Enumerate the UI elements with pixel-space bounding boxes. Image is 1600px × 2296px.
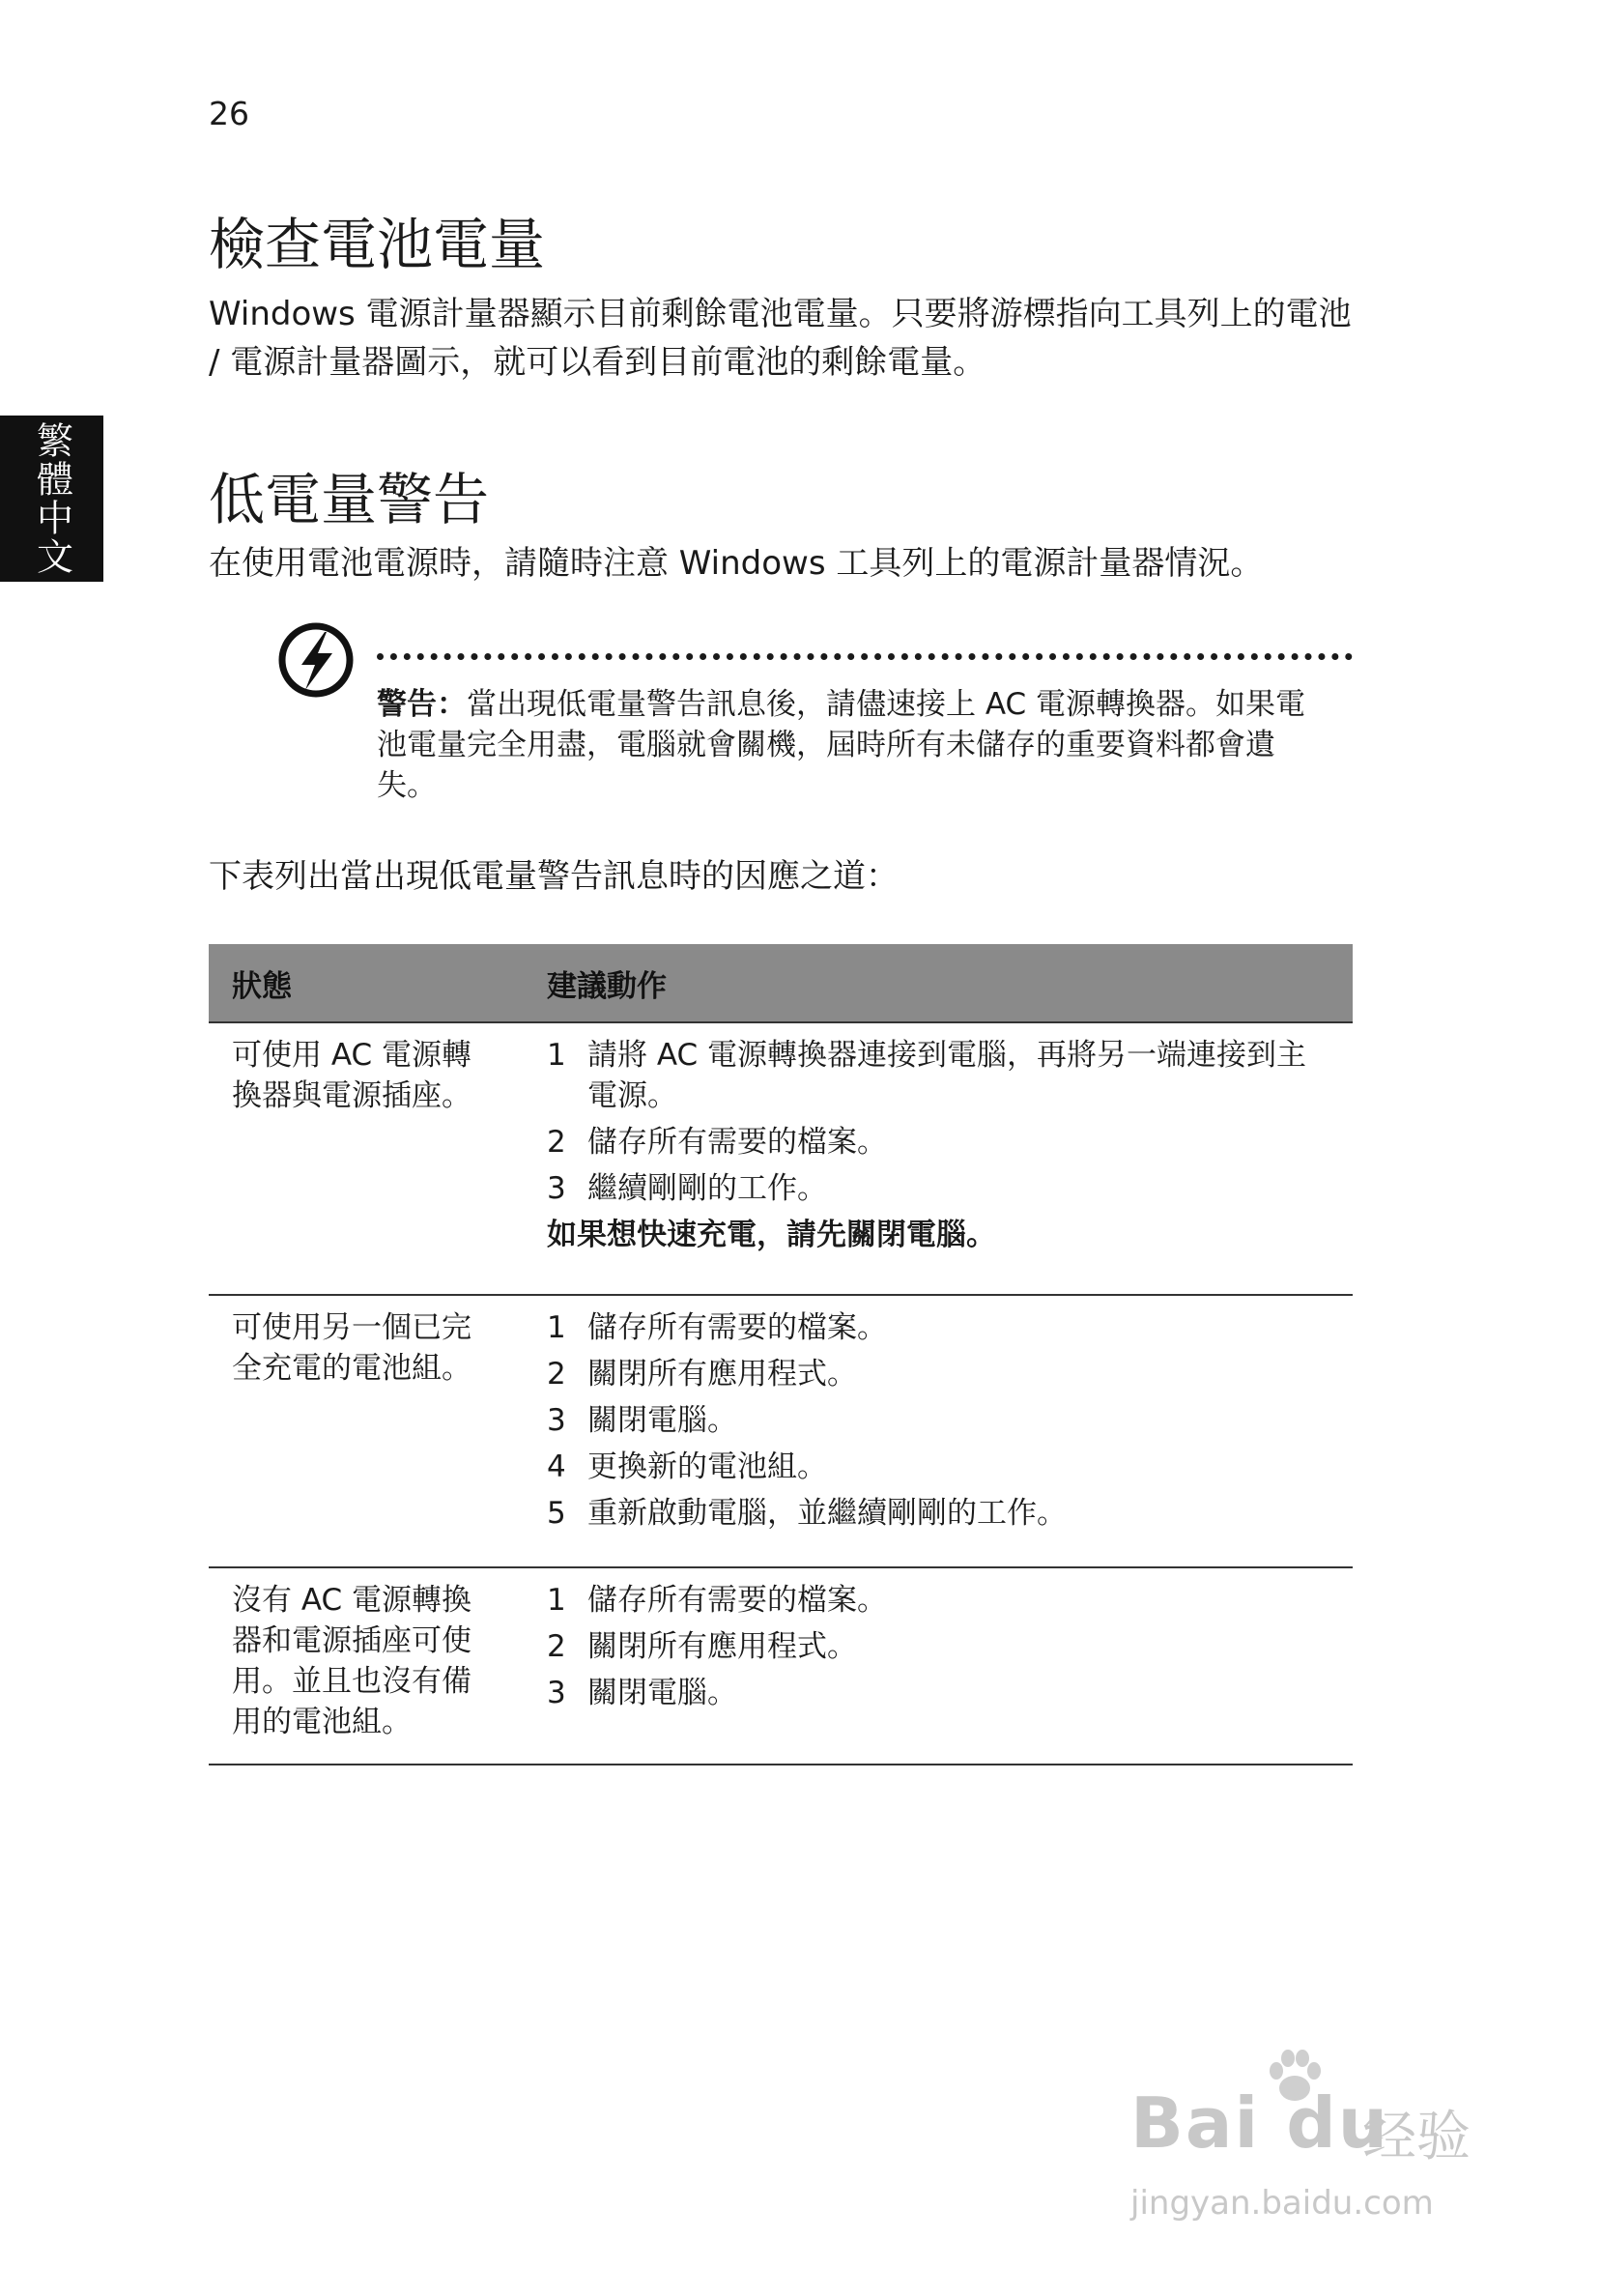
- row-status: 沒有 AC 電源轉換器和電源插座可使用。並且也沒有備用的電池組。: [209, 1567, 524, 1765]
- header-action: 建議動作: [524, 944, 1353, 1022]
- section-title-check-battery: 檢查電池電量: [209, 212, 546, 277]
- step-item: 1 請將 AC 電源轉換器連接到電腦，再將另一端連接到主電源。: [547, 1038, 1307, 1113]
- section-title-low-battery: 低電量警告: [209, 467, 490, 532]
- row-note: 如果想快速充電，請先關閉電腦。: [547, 1218, 996, 1252]
- baidu-watermark: [1130, 2044, 1517, 2237]
- table-row: [209, 1022, 1353, 1295]
- step-item: 1 儲存所有需要的檔案。: [547, 1310, 887, 1345]
- step-item: 4 更換新的電池組。: [547, 1449, 827, 1484]
- step-item: 2 關閉所有應用程式。: [547, 1629, 857, 1664]
- table-header-row: [209, 944, 1353, 1022]
- row-status: 可使用 AC 電源轉換器與電源插座。: [209, 1022, 524, 1295]
- row-actions: [524, 1567, 1353, 1765]
- lightning-warning-icon: [276, 620, 356, 700]
- warning-body: 當出現低電量警告訊息後，請儘速接上 AC 電源轉換器。如果電池電量完全用盡，電腦就會關機，屆時所有未儲存的重要資料都會遺失。: [377, 687, 1306, 803]
- header-status: 狀態: [209, 944, 524, 1022]
- warning-label: 警告：: [377, 687, 467, 722]
- step-item: 3 關閉電腦。: [547, 1403, 737, 1438]
- table-intro: 下表列出當出現低電量警告訊息時的因應之道：: [209, 857, 899, 896]
- language-side-tab: [0, 416, 103, 582]
- row-status: 可使用另一個已完全充電的電池組。: [209, 1295, 524, 1567]
- step-item: 5 重新啟動電腦，並繼續剛剛的工作。: [547, 1496, 1067, 1531]
- step-item: 3 繼續剛剛的工作。: [547, 1171, 827, 1206]
- watermark-logo: Bai du: [1130, 2082, 1390, 2164]
- page-number: 26: [209, 95, 249, 132]
- step-item: 1 儲存所有需要的檔案。: [547, 1583, 887, 1618]
- watermark-cn: 经验: [1362, 2106, 1471, 2168]
- step-item: 3 關閉電腦。: [547, 1676, 737, 1710]
- watermark-url: jingyan.baidu.com: [1130, 2184, 1434, 2223]
- side-tab-label: 繁體中文: [30, 421, 73, 576]
- row-actions: [524, 1295, 1353, 1567]
- warning-divider: [377, 653, 1353, 660]
- section-body-low-battery: 在使用電池電源時，請隨時注意 Windows 工具列上的電源計量器情況。: [209, 544, 1264, 583]
- step-item: 2 關閉所有應用程式。: [547, 1357, 857, 1392]
- step-item: 2 儲存所有需要的檔案。: [547, 1125, 887, 1160]
- low-battery-actions-table: [209, 944, 1353, 1765]
- row-actions: [524, 1022, 1353, 1295]
- section-body-check-battery: Windows 電源計量器顯示目前剩餘電池電量。只要將游標指向工具列上的電池 / 電源計量器圖示，就可以看到目前電池的剩餘電量。: [209, 295, 1352, 382]
- warning-text: [377, 684, 1324, 806]
- table-row: [209, 1567, 1353, 1765]
- table-row: [209, 1295, 1353, 1567]
